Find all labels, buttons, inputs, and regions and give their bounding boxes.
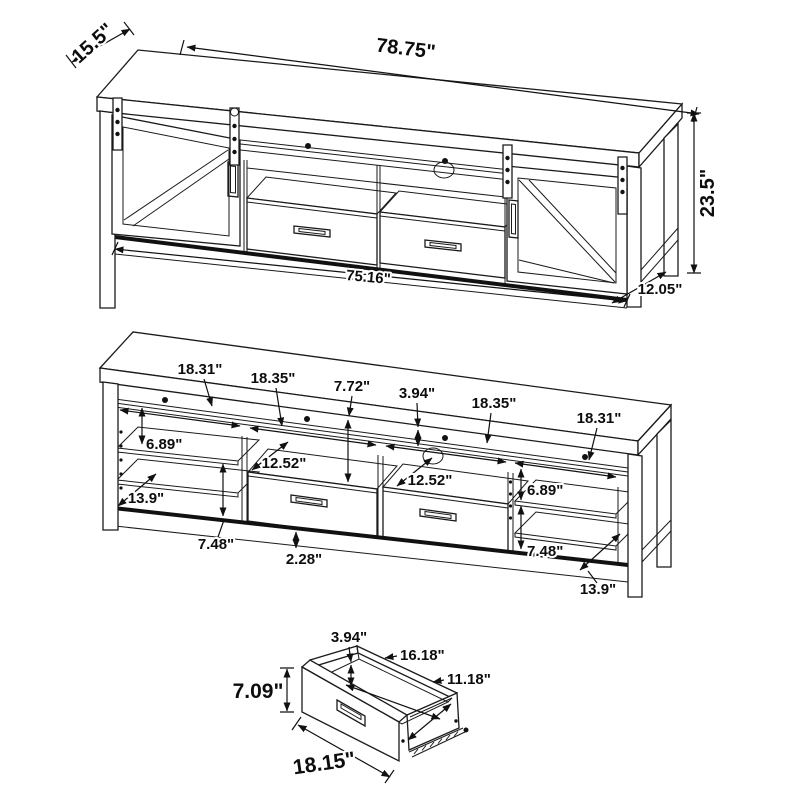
dim-center-opening-height: 7.72" [333,378,371,395]
cable-hole-interior [423,448,443,464]
interior-console-drawing [100,332,671,598]
barn-door-left [112,115,240,246]
dim-top-gap: 3.94" [398,385,436,402]
dim-left-lower-shelf-height: 7.48" [197,536,235,553]
dim-drawer-interior-width: 16.18" [400,647,445,664]
dim-drawer-front-width: 18.15" [291,747,357,780]
dim-left-upper-shelf-height: 6.89" [146,436,183,453]
drawer-detail-drawing [233,629,491,783]
dim-left-opening-width: 18.31" [177,361,223,378]
dim-right-opening-width: 18.31" [576,410,622,427]
drawer-front-right [380,212,505,278]
dim-right-cubby-depth: 12.52" [407,472,453,489]
cable-hole [434,162,454,178]
dim-left-shelf-depth: 13.9" [127,490,165,507]
dim-overall-height: 23.5" [697,168,719,218]
dim-base-rail-height: 2.28" [285,551,323,568]
dim-right-shelf-depth: 13.9" [579,581,617,598]
dim-side-depth: 12.05" [637,281,683,298]
assembled-console-drawing [66,19,719,308]
dim-right-mid-opening-width: 18.35" [471,395,517,412]
dim-opening-width-total: 75.16" [345,267,392,288]
dim-overall-width: 78.75" [374,34,437,64]
dim-right-upper-shelf-height: 6.89" [527,482,564,499]
dim-left-mid-opening-width: 18.35" [250,370,296,387]
dim-right-lower-shelf-height: 7.48" [527,543,564,560]
dim-drawer-interior-depth: 11.18" [447,671,491,688]
dim-left-cubby-depth: 12.52" [261,455,307,472]
dim-drawer-interior-height: 3.94" [330,629,368,646]
barn-door-right [507,166,627,294]
dim-overall-depth: 15.5" [67,19,119,68]
dim-drawer-front-height: 7.09" [232,680,284,703]
left-shelves [117,427,259,497]
